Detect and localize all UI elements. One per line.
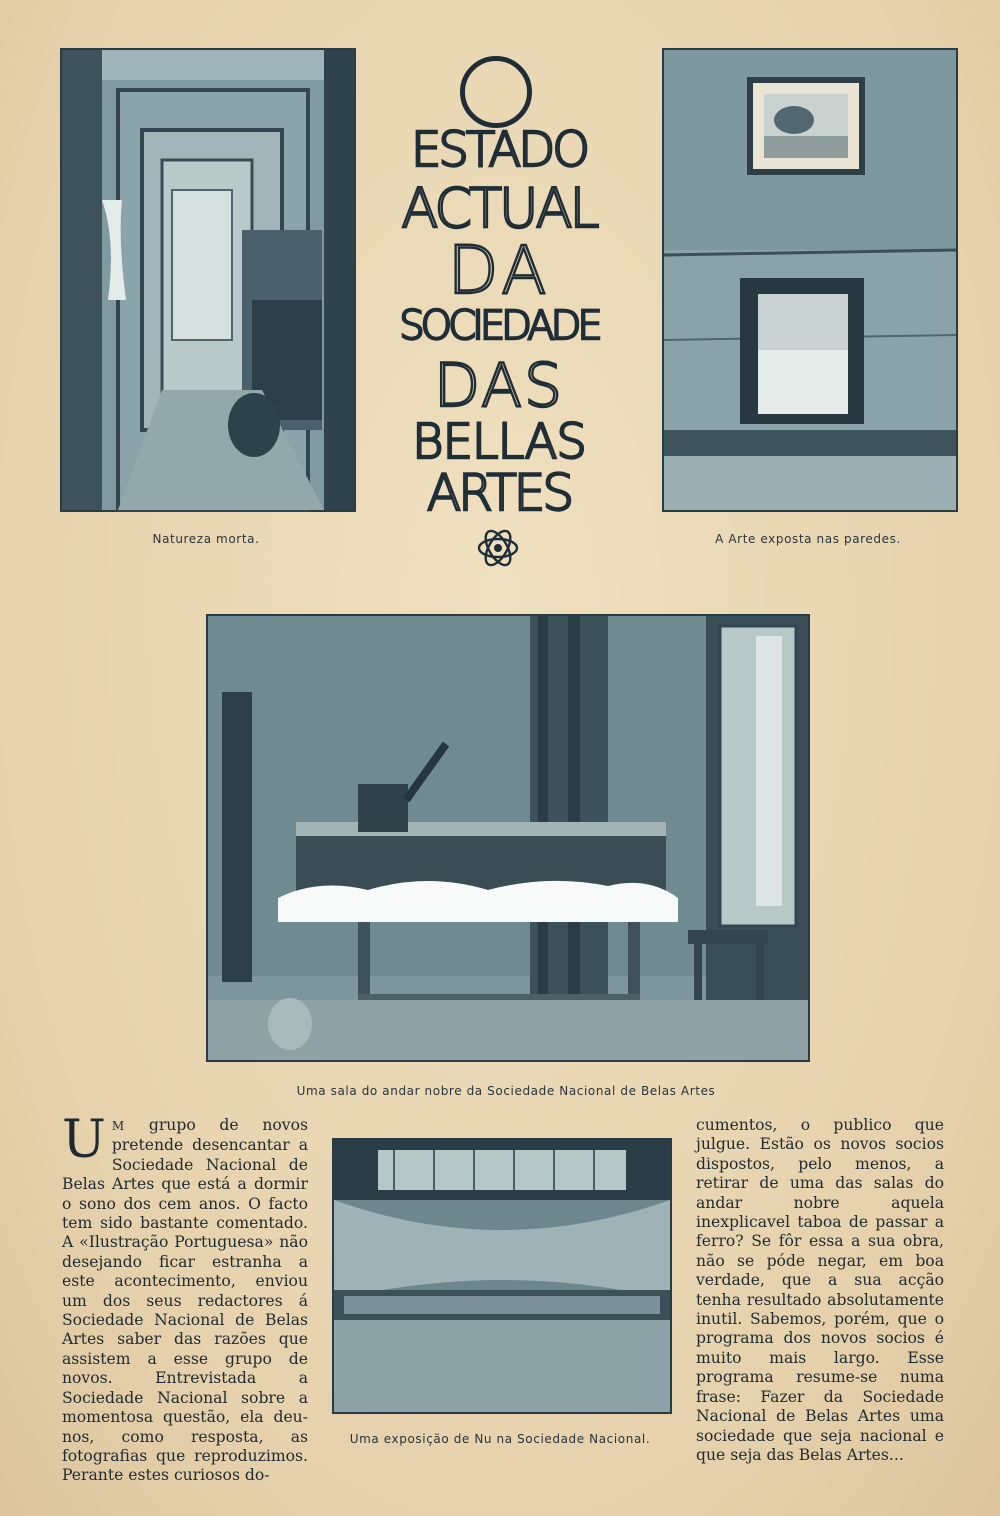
caption-sala-andar-nobre: Uma sala do andar nobre da Sociedade Nacional de Belas Artes — [296, 1084, 716, 1098]
room-table-image — [208, 616, 808, 1060]
column-1-body: grupo de novos pretende desencantar a Sociedade Nacional de Belas Artes que está a dormir o sono dos cem anos. O facto tem sido bastante comentado. A «Ilustração Portuguesa» não desejando ficar estranha a este acontecimento, enviou um dos seus redactores á Sociedade Nacional de Belas Artes saber das razões que assistem a esse grupo de novos. Entrevistada a Sociedade Nacional sobre a momentosa questão, ela deu-nos, como resposta, as fotografias que reproduzimos. Perante estes curiosos do- — [62, 1116, 308, 1485]
title-line-actual: ACTUAL — [401, 177, 597, 240]
wall-painting-image — [664, 50, 956, 510]
article-title — [368, 56, 630, 522]
ornament-icon — [476, 526, 520, 570]
drop-cap: U — [62, 1110, 106, 1170]
photo-arte-exposta — [662, 48, 958, 512]
title-line-da: DA — [447, 232, 551, 309]
column-2-body: cumentos, o publico que julgue. Estão os novos socios dispostos, pelo menos, a retirar de uma das salas do andar nobre aquela inexplicavel taboa de passar a ferro? Se fôr essa a sua obra, não se póde negar, em boa verdade, que a sua acção tenha resultado absolutamente inutil. Sabemos, porém, que o programa dos novos socios é muito mais largo. Esse programa resume-se numa frase: Fazer da Sociedade Nacional de Belas Artes uma sociedade que seja nacional e que seja das Belas Artes... — [696, 1116, 944, 1464]
caption-exposicao-nu: Uma exposição de Nu na Sociedade Nacional. — [349, 1432, 651, 1446]
title-line-das: DAS — [433, 351, 565, 421]
title-line-artes: ARTES — [426, 464, 572, 522]
title-line-sociedade: SOCIEDADE — [399, 303, 599, 349]
title-line-estado: ESTADO — [411, 122, 587, 178]
article-column-1 — [62, 1110, 308, 1485]
photo-sala-andar-nobre — [206, 614, 810, 1062]
photo-natureza-morta — [60, 48, 356, 512]
photo-exposicao-nu — [332, 1138, 672, 1414]
article-column-2 — [696, 1116, 944, 1464]
title-letter-o-ring — [460, 56, 532, 128]
lead-smallcaps: M — [111, 1119, 126, 1133]
caption-natureza-morta: Natureza morta. — [152, 532, 260, 546]
corridor-image — [62, 50, 354, 510]
title-line-bellas: BELLAS — [412, 414, 586, 470]
exhibition-hall-image — [334, 1140, 670, 1412]
caption-arte-exposta: A Arte exposta nas paredes. — [715, 532, 901, 546]
